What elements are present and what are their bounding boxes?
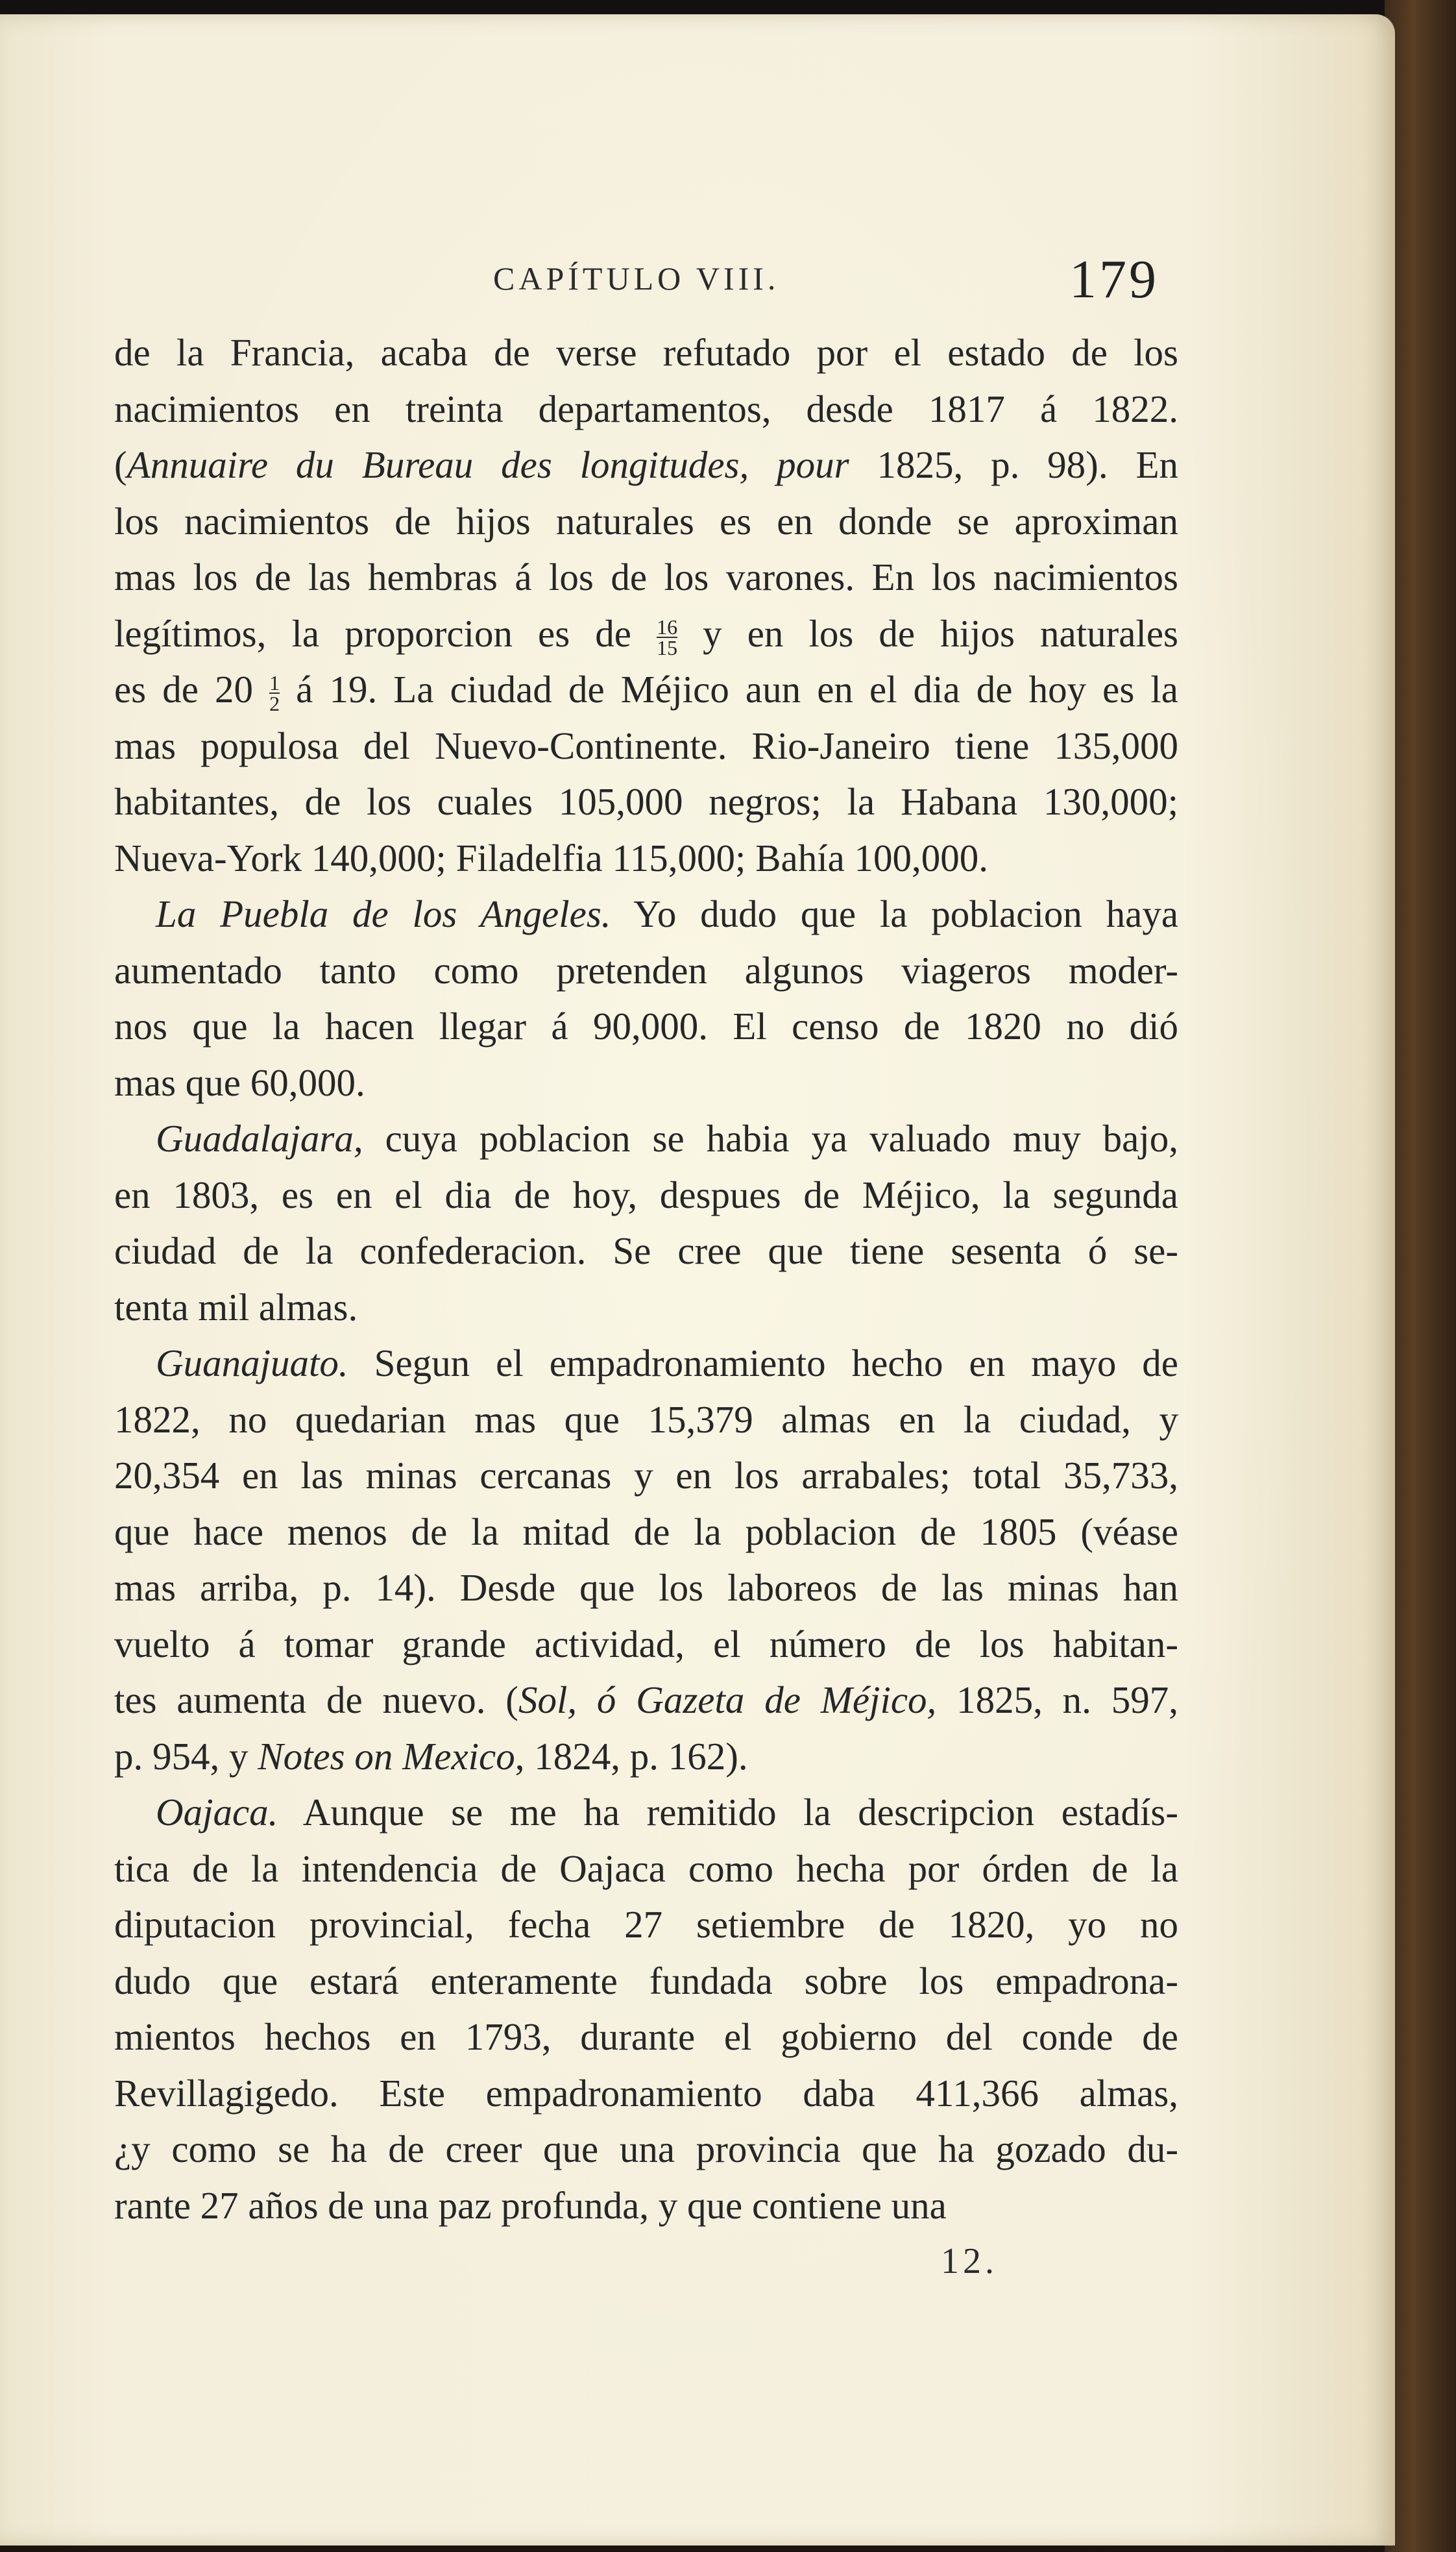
page-header [0, 248, 1395, 310]
text-run: á 19. La ciudad de Méjico aun en el dia de hoy es la [280, 668, 1178, 711]
italic-text: Annuaire du Bureau des longitudes, pour [127, 443, 849, 486]
text-line [114, 1560, 1178, 1616]
text-run: aumentado tanto como pretenden algunos viageros moder- [114, 948, 1178, 992]
italic-text: Sol, ó Gazeta de Méjico, [518, 1678, 937, 1721]
italic-text: Notes on Mexico [258, 1734, 515, 1778]
text-run: tes aumenta de nuevo. ( [114, 1678, 518, 1721]
text-line [114, 1447, 1178, 1504]
fraction-numerator: 1 [269, 671, 280, 695]
paragraph-p4 [114, 1335, 1178, 1784]
book-binding-edge [1385, 0, 1456, 2552]
italic-text: La Puebla de los Angeles. [156, 892, 611, 935]
text-run: legítimos, la proporcion es de [114, 611, 657, 655]
text-run: los nacimientos de hijos naturales es en donde se aproximan [114, 499, 1178, 543]
text-line [114, 1896, 1178, 1953]
paragraph-p5 [114, 1784, 1178, 2233]
italic-text: Guanajuato. [156, 1342, 348, 1384]
text-line [114, 1055, 1178, 1111]
text-line [114, 1167, 1178, 1223]
paragraph-p3 [114, 1110, 1178, 1335]
text-run: mientos hechos en 1793, durante el gobierno del conde de [114, 2015, 1178, 2058]
text-run: habitantes, de los cuales 105,000 negros; la Habana 130,000; [114, 780, 1178, 823]
text-line [114, 1223, 1178, 1279]
text-run: 20,354 en las minas cercanas y en los arrabales; total 35,733, [114, 1454, 1178, 1497]
text-run: diputacion provincial, fecha 27 setiembre de 1820, yo no [114, 1903, 1178, 1946]
text-run: nacimientos en treinta departamentos, desde 1817 á 1822. [114, 387, 1178, 430]
text-line [114, 1841, 1178, 1897]
text-run: en 1803, es en el dia de hoy, despues de Méjico, la segunda [114, 1173, 1178, 1216]
text-line [114, 830, 1178, 887]
text-line [114, 718, 1178, 774]
text-line [114, 1953, 1178, 2009]
text-run: Revillagigedo. Este empadronamiento daba 411,366 almas, [114, 2071, 1178, 2115]
text-line [114, 1616, 1178, 1673]
text-line [114, 1784, 1178, 1841]
text-line [114, 1110, 1178, 1167]
text-run: mas que 60,000. [114, 1061, 365, 1104]
text-run: de la Francia, acaba de verse refutado por el estado de los [114, 331, 1178, 374]
text-run: Nueva-York 140,000; Filadelfia 115,000; Bahía 100,000. [114, 836, 989, 879]
fraction [269, 671, 280, 716]
text-run: ciudad de la confederacion. Se cree que tiene sesenta ó se- [114, 1229, 1178, 1272]
text-run: ( [114, 443, 127, 486]
text-line [114, 2009, 1178, 2065]
text-line [114, 661, 1178, 718]
text-line [114, 437, 1178, 493]
text-run: 1822, no quedarian mas que 15,379 almas en la ciudad, y [114, 1397, 1178, 1441]
text-line [114, 1279, 1178, 1336]
text-line [114, 2121, 1178, 2178]
text-run: mas populosa del Nuevo-Continente. Rio-Janeiro tiene 135,000 [114, 724, 1178, 767]
text-line [114, 381, 1178, 437]
text-run: 1825, n. 597, [936, 1678, 1178, 1721]
text-run: es de 20 [114, 668, 270, 711]
paragraph-p2 [114, 886, 1178, 1110]
text-run: y en los de hijos naturales [677, 611, 1178, 655]
text-run: p. 954, y [114, 1734, 258, 1778]
text-line [114, 1728, 1178, 1785]
fraction-denominator: 15 [657, 635, 678, 659]
text-run: cuya poblacion se habia ya valuado muy bajo, [363, 1117, 1178, 1160]
signature-mark: 12. [941, 2241, 998, 2281]
text-line [114, 942, 1178, 999]
text-run: que hace menos de la mitad de la poblacion de 1805 (véase [114, 1510, 1178, 1553]
text-line [114, 325, 1178, 381]
body-text [114, 325, 1178, 2233]
book-page [0, 14, 1395, 2546]
text-run: vuelto á tomar grande actividad, el número de los habitan- [114, 1622, 1178, 1665]
text-run: ¿y como se ha de creer que una provincia que ha gozado du- [114, 2128, 1178, 2170]
text-run: nos que la hacen llegar á 90,000. El censo de 1820 no dió [114, 1005, 1178, 1048]
text-run: Segun el empadronamiento hecho en mayo de [348, 1342, 1178, 1384]
italic-text: Oajaca. [156, 1791, 278, 1834]
text-run: tica de la intendencia de Oajaca como hecha por órden de la [114, 1847, 1178, 1890]
text-line [114, 493, 1178, 550]
text-line [114, 1672, 1178, 1728]
italic-text: Guadalajara, [156, 1117, 363, 1160]
text-line [114, 1504, 1178, 1560]
text-run: rante 27 años de una paz profunda, y que contiene una [114, 2183, 947, 2227]
text-line [114, 606, 1178, 662]
text-run: 1825, p. 98). En [849, 443, 1178, 486]
paragraph-p1 [114, 325, 1178, 886]
running-head: CAPÍTULO VIII. [493, 260, 780, 297]
text-line [114, 998, 1178, 1055]
text-run: tenta mil almas. [114, 1285, 358, 1329]
text-line [114, 774, 1178, 830]
page-number: 179 [1069, 249, 1159, 310]
text-run: , 1824, p. 162). [515, 1734, 748, 1778]
text-run: dudo que estará enteramente fundada sobre los empadrona- [114, 1959, 1178, 2002]
text-run: mas los de las hembras á los de los varones. En los nacimientos [114, 556, 1178, 598]
fraction-numerator: 16 [657, 615, 678, 639]
text-line [114, 549, 1178, 606]
text-line [114, 2065, 1178, 2122]
text-run: mas arriba, p. 14). Desde que los laboreos de las minas han [114, 1566, 1178, 1609]
fraction [657, 617, 677, 657]
text-run: Yo dudo que la poblacion haya [611, 892, 1179, 935]
text-run: Aunque se me ha remitido la descripcion estadís- [278, 1791, 1178, 1834]
text-line [114, 886, 1178, 942]
text-line [114, 1335, 1178, 1392]
text-line [114, 2178, 1178, 2234]
fraction-denominator: 2 [269, 692, 280, 716]
text-line [114, 1392, 1178, 1448]
